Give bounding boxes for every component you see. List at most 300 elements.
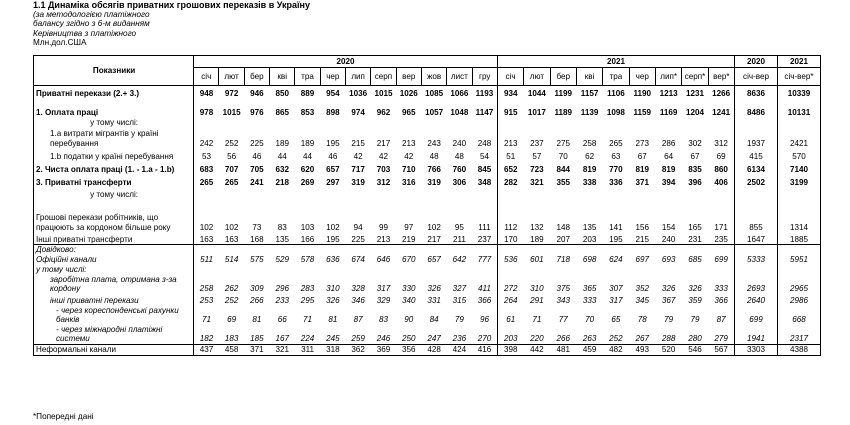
value-cell: 723 — [530, 164, 544, 174]
indicators-header: Показники — [34, 56, 194, 86]
value-cell: 168 — [250, 234, 264, 244]
remittances-table — [33, 55, 821, 356]
value-cell: 241 — [250, 177, 264, 187]
value-cell: 855 — [735, 199, 778, 232]
value-cell: 2317 — [777, 325, 820, 345]
value-cell: 962 — [376, 107, 391, 117]
value-cell: 163 — [224, 234, 239, 244]
value-cell: 258 — [199, 284, 214, 293]
value-cell: 225 — [250, 138, 264, 148]
table-row — [34, 275, 821, 294]
value-cell: 331 — [427, 296, 441, 305]
value-cell: 252 — [224, 296, 239, 305]
value-cell: 1106 — [603, 86, 629, 99]
value-cell — [576, 245, 602, 255]
value-cell: 1314 — [777, 199, 820, 232]
row-label: Офіційні канали — [34, 255, 194, 265]
value-cell: 819 — [661, 164, 676, 174]
value-cell: 329 — [376, 296, 391, 305]
month-header-2020: лют — [219, 68, 244, 86]
month-header-2020: гру — [472, 68, 497, 86]
value-cell: 482 — [603, 344, 629, 355]
value-cell: 203 — [582, 234, 597, 244]
value-cell: 44 — [303, 151, 313, 161]
value-cell: 853 — [300, 107, 315, 117]
value-cell: 163 — [199, 234, 214, 244]
value-cell — [472, 187, 497, 199]
period-sum-header: січ-вер — [735, 68, 778, 86]
value-cell — [396, 245, 421, 255]
value-cell: 819 — [635, 164, 650, 174]
value-cell — [629, 187, 655, 199]
value-cell: 620 — [300, 164, 315, 174]
value-cell: 272 — [504, 284, 518, 293]
value-cell: 520 — [655, 344, 681, 355]
value-cell: 65 — [611, 315, 621, 324]
value-cell — [735, 187, 778, 199]
table-row — [34, 98, 821, 117]
value-cell: 359 — [688, 296, 702, 305]
value-cell — [550, 117, 576, 127]
value-cell: 375 — [556, 284, 570, 293]
value-cell: 195 — [609, 234, 623, 244]
value-cell: 112 — [504, 222, 518, 232]
value-cell — [682, 265, 708, 275]
month-header-2020: лист — [447, 68, 472, 86]
value-cell: 974 — [351, 107, 365, 117]
value-cell: 946 — [244, 86, 269, 99]
value-cell: 1193 — [472, 86, 497, 99]
value-cell: 1937 — [735, 127, 778, 148]
value-cell: 84 — [429, 315, 439, 324]
value-cell: 267 — [635, 334, 650, 343]
value-cell — [735, 245, 778, 255]
value-cell: 1048 — [450, 107, 469, 117]
value-cell: 2693 — [735, 275, 778, 294]
month-header-2021: лют — [524, 68, 550, 86]
value-cell — [219, 117, 244, 127]
value-cell — [524, 245, 550, 255]
row-label: заробітна плата, отримана з-за кордону — [34, 275, 194, 294]
value-cell: 965 — [402, 107, 416, 117]
row-label: 1. Оплата праці — [34, 98, 194, 117]
value-cell — [320, 117, 345, 127]
value-cell: 428 — [421, 344, 446, 355]
value-cell: 132 — [530, 222, 544, 232]
table-row — [34, 344, 821, 355]
value-cell — [270, 265, 295, 275]
value-cell: 296 — [275, 284, 289, 293]
value-cell — [629, 265, 655, 275]
value-cell — [497, 245, 523, 255]
value-cell: 1231 — [682, 86, 708, 99]
value-cell: 81 — [252, 315, 262, 324]
value-cell: 2986 — [777, 294, 820, 306]
value-cell: 10131 — [777, 98, 820, 117]
value-cell: 66 — [277, 315, 287, 324]
value-cell: 78 — [637, 315, 647, 324]
month-header-2021: січ — [497, 68, 523, 86]
value-cell: 317 — [609, 296, 623, 305]
value-cell: 705 — [250, 164, 264, 174]
row-label: Грошові перекази робітників, що працюють за кордоном більше року — [34, 199, 194, 232]
value-cell: 674 — [351, 255, 365, 264]
value-cell: 458 — [219, 344, 244, 355]
value-cell: 247 — [427, 334, 441, 343]
value-cell: 889 — [295, 86, 320, 99]
value-cell: 291 — [530, 296, 544, 305]
table-row — [34, 174, 821, 187]
value-cell — [708, 117, 734, 127]
value-cell — [194, 245, 219, 255]
value-cell: 2640 — [735, 294, 778, 306]
value-cell: 1157 — [576, 86, 602, 99]
value-cell: 165 — [688, 222, 702, 232]
value-cell — [219, 245, 244, 255]
value-cell: 978 — [199, 107, 214, 117]
value-cell — [371, 265, 396, 275]
value-cell: 96 — [472, 306, 497, 325]
value-cell: 189 — [530, 234, 544, 244]
value-cell: 46 — [328, 151, 338, 161]
value-cell: 327 — [452, 284, 467, 293]
value-cell: 71 — [532, 315, 542, 324]
value-cell: 248 — [472, 127, 497, 148]
value-cell: 154 — [661, 222, 676, 232]
value-cell: 83 — [378, 315, 388, 324]
value-cell: 424 — [447, 344, 472, 355]
value-cell: 338 — [582, 177, 597, 187]
value-cell: 1147 — [472, 98, 497, 117]
value-cell: 317 — [376, 284, 391, 293]
table-row — [34, 161, 821, 174]
row-label: у тому числі: — [34, 187, 194, 199]
value-cell: 71 — [303, 315, 313, 324]
value-cell: 237 — [530, 138, 544, 148]
value-cell: 259 — [351, 334, 365, 343]
value-cell: 275 — [556, 138, 570, 148]
value-cell: 240 — [661, 234, 676, 244]
value-cell — [194, 187, 219, 199]
value-cell — [777, 245, 820, 255]
value-cell — [345, 117, 370, 127]
value-cell — [447, 265, 472, 275]
value-cell — [777, 265, 820, 275]
month-header-2021: бер — [550, 68, 576, 86]
value-cell: 69 — [708, 148, 734, 161]
value-cell: 717 — [351, 164, 365, 174]
value-cell: 366 — [708, 294, 734, 306]
value-cell: 366 — [472, 294, 497, 306]
value-cell: 312 — [376, 177, 391, 187]
value-cell: 514 — [224, 255, 239, 264]
row-label: Приватні перекази (2.+ 3.) — [34, 86, 194, 99]
value-cell: 295 — [300, 296, 315, 305]
month-header-2021: серп* — [682, 68, 708, 86]
value-cell — [735, 117, 778, 127]
value-cell: 67 — [690, 151, 700, 161]
value-cell: 266 — [250, 296, 264, 305]
row-label: 2. Чиста оплата праці (1. - 1.а - 1.b) — [34, 161, 194, 174]
value-cell: 652 — [504, 164, 518, 174]
value-cell: 6134 — [735, 161, 778, 174]
value-cell — [270, 245, 295, 255]
month-header-2021: вер* — [708, 68, 734, 86]
value-cell: 685 — [688, 255, 702, 264]
value-cell: 7140 — [777, 161, 820, 174]
value-cell — [603, 117, 629, 127]
value-cell: 416 — [472, 344, 497, 355]
value-cell — [244, 245, 269, 255]
value-cell: 213 — [376, 234, 391, 244]
value-cell: 2965 — [777, 275, 820, 294]
value-cell: 326 — [326, 296, 340, 305]
units-label: Млн.дол.США — [33, 37, 87, 47]
value-cell: 1057 — [425, 107, 444, 117]
value-cell: 845 — [472, 161, 497, 174]
value-cell — [472, 245, 497, 255]
value-cell: 70 — [558, 151, 568, 161]
value-cell: 394 — [661, 177, 676, 187]
value-cell — [396, 187, 421, 199]
month-header-2020: жов — [421, 68, 446, 86]
value-cell — [550, 265, 576, 275]
value-cell: 111 — [472, 199, 497, 232]
value-cell: 860 — [708, 161, 734, 174]
value-cell — [194, 265, 219, 275]
value-cell — [655, 245, 681, 255]
value-cell: 819 — [582, 164, 597, 174]
value-cell: 69 — [227, 315, 237, 324]
value-cell: 699 — [708, 255, 734, 265]
value-cell: 5951 — [777, 255, 820, 265]
value-cell: 195 — [326, 234, 340, 244]
table-row — [34, 294, 821, 306]
row-label: у тому числі: — [34, 117, 194, 127]
value-cell: 307 — [609, 284, 623, 293]
value-cell: 182 — [199, 334, 214, 343]
value-cell: 646 — [376, 255, 391, 264]
value-cell: 235 — [708, 232, 734, 245]
value-cell: 219 — [402, 234, 416, 244]
value-cell: 265 — [199, 177, 214, 187]
value-cell: 207 — [556, 234, 570, 244]
value-cell: 250 — [402, 334, 416, 343]
value-cell: 215 — [351, 138, 365, 148]
value-cell: 326 — [688, 284, 702, 293]
month-header-2021: кві — [576, 68, 602, 86]
value-cell: 189 — [275, 138, 289, 148]
value-cell: 233 — [275, 296, 289, 305]
value-cell: 211 — [452, 234, 466, 244]
value-cell — [345, 187, 370, 199]
value-cell: 73 — [252, 222, 262, 232]
value-cell — [629, 245, 655, 255]
value-cell: 1241 — [708, 98, 734, 117]
value-cell — [270, 187, 295, 199]
value-cell — [270, 117, 295, 127]
value-cell: 315 — [452, 296, 467, 305]
value-cell: 265 — [609, 138, 623, 148]
value-cell: 83 — [277, 222, 287, 232]
month-header-2021: лип* — [655, 68, 681, 86]
value-cell: 362 — [345, 344, 370, 355]
value-cell: 203 — [504, 334, 518, 343]
value-cell: 698 — [582, 255, 597, 264]
value-cell: 266 — [556, 334, 570, 343]
value-cell: 54 — [472, 148, 497, 161]
value-cell — [295, 187, 320, 199]
value-cell: 77 — [558, 315, 568, 324]
value-cell: 575 — [250, 255, 264, 264]
value-cell: 567 — [708, 344, 734, 355]
value-cell — [777, 117, 820, 127]
row-label: Неформальні канали — [34, 344, 194, 355]
table-row — [34, 117, 821, 127]
value-cell: 356 — [396, 344, 421, 355]
value-cell — [244, 117, 269, 127]
value-cell: 242 — [199, 138, 214, 148]
value-cell: 1266 — [708, 86, 734, 99]
value-cell: 345 — [635, 296, 650, 305]
table-row — [34, 127, 821, 148]
value-cell: 246 — [376, 334, 391, 343]
value-cell — [396, 265, 421, 275]
value-cell: 915 — [504, 107, 518, 117]
value-cell: 279 — [708, 325, 734, 345]
value-cell: 411 — [472, 275, 497, 294]
value-cell: 657 — [427, 255, 441, 264]
value-cell: 352 — [635, 284, 650, 293]
value-cell: 141 — [609, 222, 623, 232]
value-cell: 44 — [277, 151, 287, 161]
value-cell: 348 — [472, 174, 497, 187]
value-cell — [655, 187, 681, 199]
table-row — [34, 255, 821, 265]
value-cell: 61 — [506, 315, 516, 324]
value-cell: 343 — [556, 296, 570, 305]
value-cell: 185 — [250, 334, 264, 343]
value-cell: 236 — [452, 334, 467, 343]
value-cell — [371, 117, 396, 127]
value-cell: 3303 — [735, 344, 778, 355]
value-cell — [655, 265, 681, 275]
value-cell: 213 — [504, 138, 518, 148]
value-cell: 1647 — [735, 232, 778, 245]
report-header — [33, 0, 310, 47]
table-row — [34, 187, 821, 199]
value-cell: 8636 — [735, 86, 778, 99]
value-cell — [603, 265, 629, 275]
value-cell: 311 — [295, 344, 320, 355]
value-cell: 718 — [556, 255, 570, 264]
row-label: - через міжнародні платіжні системи — [34, 325, 194, 345]
value-cell: 766 — [427, 164, 441, 174]
value-cell: 156 — [635, 222, 650, 232]
value-cell: 657 — [326, 164, 340, 174]
value-cell — [708, 187, 734, 199]
value-cell: 365 — [582, 284, 597, 293]
value-cell: 396 — [688, 177, 702, 187]
sum-2020-header: 2020 — [735, 56, 778, 68]
value-cell: 135 — [582, 222, 597, 232]
value-cell: 252 — [609, 334, 623, 343]
value-cell — [371, 187, 396, 199]
value-cell: 321 — [530, 177, 544, 187]
value-cell: 336 — [609, 177, 623, 187]
month-header-2020: чер — [320, 68, 345, 86]
value-cell: 1044 — [524, 86, 550, 99]
value-cell — [421, 187, 446, 199]
value-cell: 319 — [427, 177, 441, 187]
value-cell: 81 — [328, 315, 338, 324]
value-cell: 62 — [585, 151, 595, 161]
value-cell: 1169 — [659, 107, 678, 117]
value-cell: 437 — [194, 344, 219, 355]
value-cell — [371, 245, 396, 255]
value-cell: 264 — [504, 296, 518, 305]
value-cell — [550, 245, 576, 255]
value-cell: 4388 — [777, 344, 820, 355]
row-label: інші приватні перекази — [34, 294, 194, 306]
value-cell: 333 — [708, 275, 734, 294]
value-cell: 67 — [637, 151, 647, 161]
value-cell: 240 — [452, 138, 467, 148]
value-cell — [708, 245, 734, 255]
value-cell: 225 — [351, 234, 365, 244]
value-cell: 636 — [326, 255, 340, 264]
value-cell — [497, 187, 523, 199]
value-cell: 220 — [530, 334, 544, 343]
value-cell: 218 — [275, 177, 289, 187]
value-cell: 237 — [472, 232, 497, 245]
value-cell: 103 — [300, 222, 315, 232]
value-cell: 263 — [582, 334, 597, 343]
value-cell — [472, 265, 497, 275]
value-cell: 1098 — [606, 107, 625, 117]
value-cell — [576, 265, 602, 275]
value-cell: 850 — [270, 86, 295, 99]
year-2021-header: 2021 — [497, 56, 734, 68]
value-cell: 1190 — [629, 86, 655, 99]
table-row — [34, 86, 821, 99]
methodology-line-2: балансу згідно з 6-м виданням — [33, 19, 150, 29]
value-cell: 253 — [199, 296, 214, 305]
value-cell — [472, 117, 497, 127]
row-label: Довідково: — [34, 245, 194, 255]
value-cell: 87 — [353, 315, 363, 324]
value-cell: 1015 — [371, 86, 396, 99]
value-cell: 707 — [224, 164, 239, 174]
value-cell — [524, 265, 550, 275]
value-cell: 333 — [582, 296, 597, 305]
value-cell: 770 — [609, 164, 623, 174]
value-cell: 326 — [427, 284, 441, 293]
month-header-2020: січ — [194, 68, 219, 86]
value-cell: 79 — [454, 315, 464, 324]
value-cell: 340 — [402, 296, 416, 305]
value-cell: 670 — [402, 255, 416, 264]
value-cell — [345, 245, 370, 255]
value-cell — [396, 117, 421, 127]
value-cell: 1159 — [633, 107, 652, 117]
value-cell: 70 — [585, 315, 595, 324]
value-cell — [682, 187, 708, 199]
value-cell — [244, 265, 269, 275]
value-cell — [682, 117, 708, 127]
value-cell: 1941 — [735, 325, 778, 345]
value-cell — [320, 265, 345, 275]
